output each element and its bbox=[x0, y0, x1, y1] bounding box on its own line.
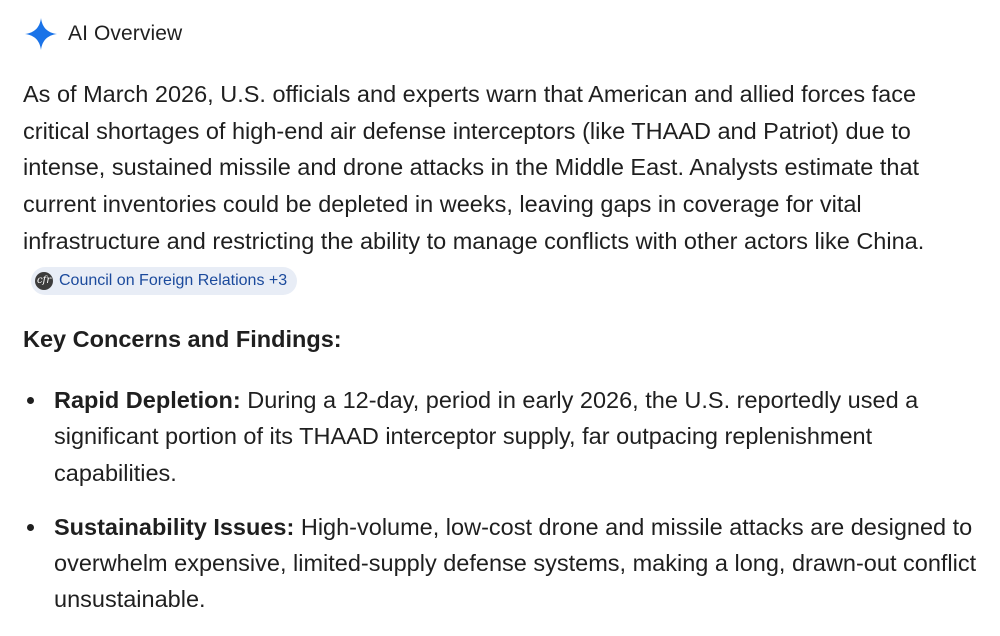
overview-summary bbox=[23, 76, 983, 296]
findings-list bbox=[23, 382, 978, 636]
finding-text: During a 12-day, period in early 2026, the U.S. reportedly used a significant portion of its THAAD interceptor supply, far outpacing replenishment capabilities. bbox=[54, 387, 919, 486]
finding-text: High-volume, low-cost drone and missile attacks are designed to overwhelm expensive, limited-supply defense systems, making a long, drawn-out conflict unsustainable. bbox=[54, 513, 977, 613]
source-chip-label: Council on Foreign Relations +3 bbox=[59, 271, 288, 289]
ai-overview-title: AI Overview bbox=[68, 22, 183, 45]
finding-title: Sustainability Issues: bbox=[54, 513, 295, 540]
ai-overview-header bbox=[24, 16, 182, 52]
sparkle-icon bbox=[24, 17, 58, 51]
list-item bbox=[23, 509, 978, 618]
section-heading: Key Concerns and Findings: bbox=[23, 326, 342, 352]
bullet-icon bbox=[27, 524, 34, 531]
bullet-icon bbox=[27, 397, 34, 404]
finding-title: Rapid Depletion: bbox=[54, 387, 241, 413]
summary-text: As of March 2026, U.S. officials and experts warn that American and allied forces face critical shortages of high-end air defense interceptors (like THAAD and Patriot) due to intense, sustained missile and drone attacks in the Middle East. Analysts estimate that current inventories could be depleted in weeks, leaving gaps in coverage for vital infrastructure and restricting the ability to manage conflicts with other actors like China. bbox=[23, 81, 925, 254]
list-item bbox=[23, 382, 978, 491]
cfr-logo-icon: cfr bbox=[35, 272, 53, 290]
source-chip[interactable] bbox=[31, 267, 297, 295]
